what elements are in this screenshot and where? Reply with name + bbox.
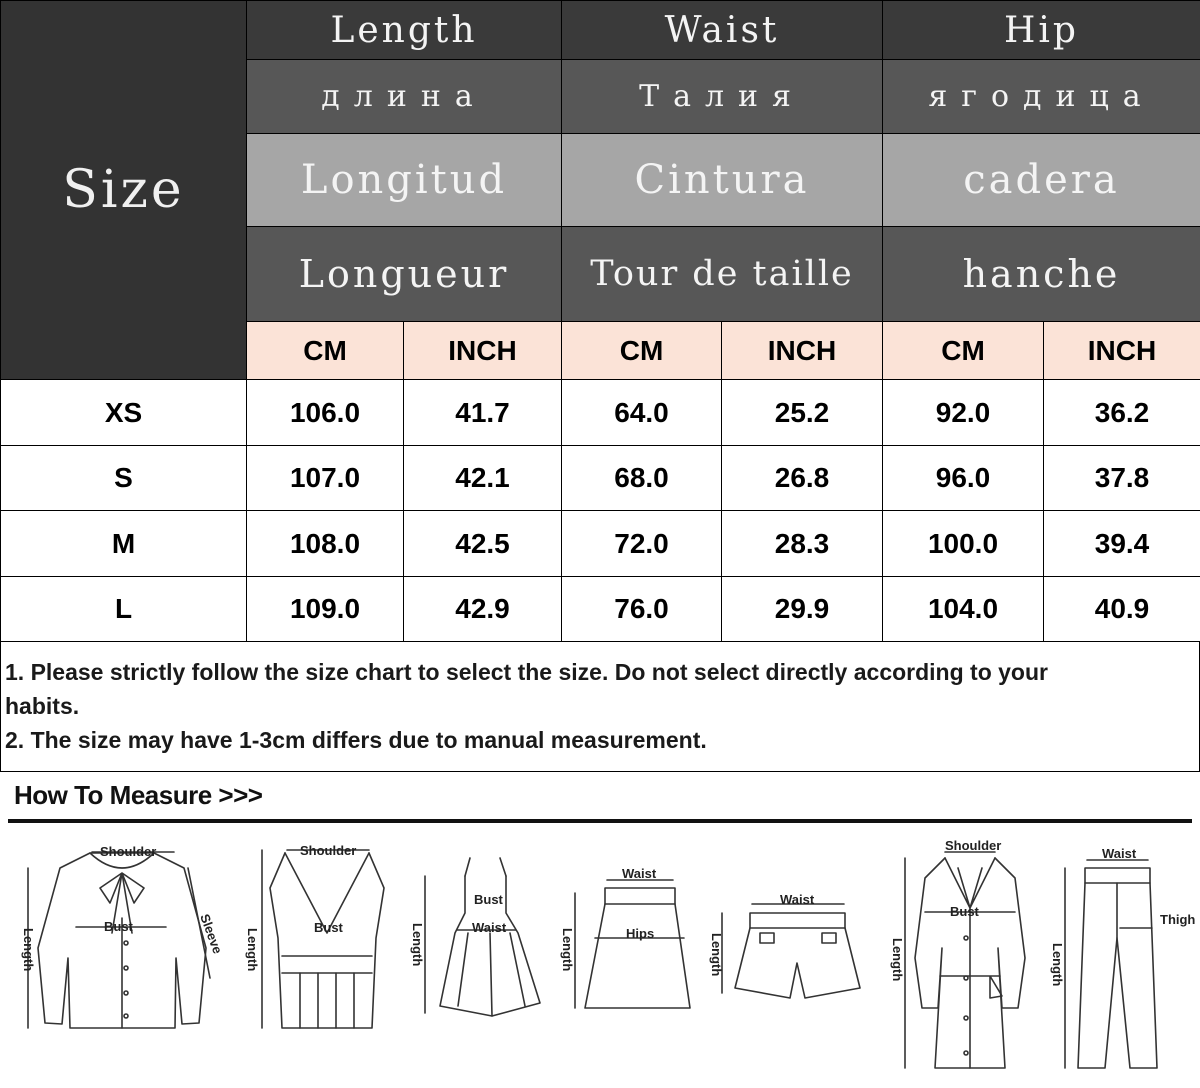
length-label: Length	[560, 928, 575, 972]
size-header-cell: Size	[1, 1, 247, 380]
size-label-cell: L	[1, 577, 247, 642]
hip-header-fr: hanche	[883, 227, 1200, 322]
table-cell: 26.8	[722, 446, 883, 511]
table-cell: 76.0	[562, 577, 722, 642]
length-header-es: Longitud	[247, 134, 562, 227]
table-cell: 41.7	[404, 380, 562, 446]
shoulder-label: Shoulder	[300, 843, 357, 858]
hip-header-en: Hip	[883, 1, 1200, 60]
waist-label: Waist	[472, 920, 507, 935]
table-cell: 64.0	[562, 380, 722, 446]
waist-label: Waist	[1102, 846, 1137, 861]
length-label: Length	[21, 928, 36, 972]
bust-label: Bust	[104, 919, 133, 934]
size-label-cell: S	[1, 446, 247, 511]
waist-header-fr: Tour de taille	[562, 227, 883, 322]
table-cell: 107.0	[247, 446, 404, 511]
table-cell: 100.0	[883, 511, 1044, 577]
hip-header-ru: ягодица	[883, 60, 1200, 134]
table-cell: 40.9	[1044, 577, 1200, 642]
unit-cell: CM	[883, 322, 1044, 380]
bust-label: Bust	[950, 904, 979, 919]
measurement-illustrations	[0, 828, 1200, 1088]
trousers-illustration	[1050, 846, 1195, 1068]
waist-header-en: Waist	[562, 1, 883, 60]
table-cell: 37.8	[1044, 446, 1200, 511]
table-cell: 42.9	[404, 577, 562, 642]
table-cell: 96.0	[883, 446, 1044, 511]
shoulder-label: Shoulder	[100, 844, 157, 859]
length-header-ru: длина	[247, 60, 562, 134]
blouse-illustration	[21, 844, 225, 1028]
table-cell: 42.5	[404, 511, 562, 577]
table-cell: 106.0	[247, 380, 404, 446]
divider	[8, 819, 1192, 823]
table-cell: 92.0	[883, 380, 1044, 446]
length-label: Length	[709, 933, 724, 977]
table-cell: 36.2	[1044, 380, 1200, 446]
sleeve-label: Sleeve	[197, 911, 226, 956]
bust-label: Bust	[314, 920, 343, 935]
unit-cell: INCH	[404, 322, 562, 380]
waist-header-ru: Талия	[562, 60, 883, 134]
size-notes	[0, 641, 1200, 772]
hip-header-es: cadera	[883, 134, 1200, 227]
unit-cell: INCH	[722, 322, 883, 380]
dress-illustration	[410, 858, 540, 1016]
thigh-label: Thigh	[1160, 912, 1196, 927]
length-header-en: Length	[247, 1, 562, 60]
bust-label: Bust	[474, 892, 503, 907]
table-cell: 25.2	[722, 380, 883, 446]
length-label: Length	[1050, 943, 1065, 987]
tank-top-illustration	[245, 843, 384, 1028]
shorts-illustration	[709, 892, 860, 998]
length-label: Length	[245, 928, 260, 972]
waist-header-es: Cintura	[562, 134, 883, 227]
how-to-measure-title: How To Measure >>>	[14, 780, 263, 810]
note-line-1: 1. Please strictly follow the size chart to select the size. Do not select directly according to your	[5, 659, 1048, 685]
coat-illustration	[890, 838, 1025, 1068]
waist-label: Waist	[622, 866, 657, 881]
unit-cell: INCH	[1044, 322, 1200, 380]
table-cell: 42.1	[404, 446, 562, 511]
note-line-2: habits.	[5, 693, 80, 719]
hips-label: Hips	[626, 926, 655, 941]
table-cell: 29.9	[722, 577, 883, 642]
size-label-cell: XS	[1, 380, 247, 446]
waist-label: Waist	[780, 892, 815, 907]
table-cell: 72.0	[562, 511, 722, 577]
shoulder-label: Shoulder	[945, 838, 1002, 853]
unit-cell: CM	[562, 322, 722, 380]
table-cell: 68.0	[562, 446, 722, 511]
table-cell: 39.4	[1044, 511, 1200, 577]
length-label: Length	[890, 938, 905, 982]
table-cell: 28.3	[722, 511, 883, 577]
note-line-3: 2. The size may have 1-3cm differs due to manual measurement.	[5, 727, 707, 753]
length-label: Length	[410, 923, 425, 967]
table-cell: 108.0	[247, 511, 404, 577]
skirt-illustration	[560, 866, 690, 1008]
table-cell: 104.0	[883, 577, 1044, 642]
size-label-cell: M	[1, 511, 247, 577]
length-header-fr: Longueur	[247, 227, 562, 322]
unit-cell: CM	[247, 322, 404, 380]
table-cell: 109.0	[247, 577, 404, 642]
